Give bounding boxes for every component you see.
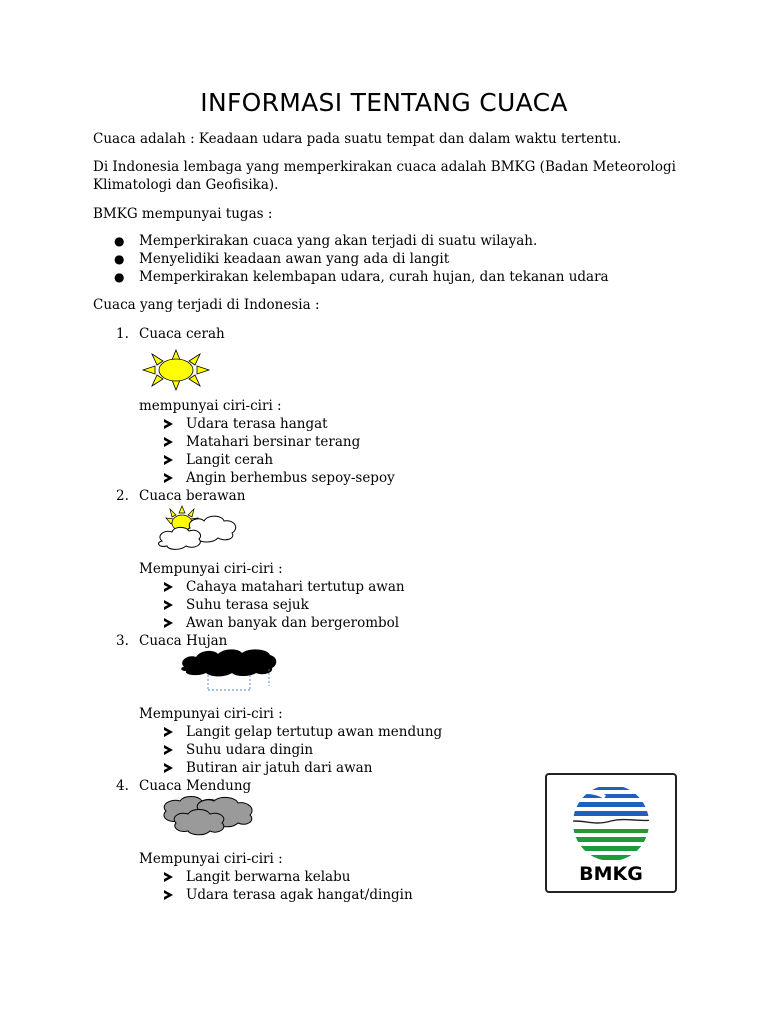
arrow-bullet-icon [164,469,176,487]
characteristics-heading: Mempunyai ciri-ciri : [139,561,283,577]
bullet-icon: ● [114,252,125,266]
partly-cloudy-icon [156,506,240,552]
list-item: Angin berhembus sepoy-sepoy [186,470,395,486]
weather-name: Cuaca Mendung [139,778,252,794]
list-item: Langit gelap tertutup awan mendung [186,724,443,740]
definition-paragraph: Cuaca adalah : Keadaan udara pada suatu tempat dan dalam waktu tertentu. [93,131,622,147]
weather-number: 3. [116,633,129,649]
list-item: Butiran air jatuh dari awan [186,760,373,776]
list-item: Menyelidiki keadaan awan yang ada di langit [139,251,450,267]
characteristics-heading: Mempunyai ciri-ciri : [139,851,283,867]
bmkg-logo [545,773,677,893]
list-item: Suhu udara dingin [186,742,314,758]
characteristics-heading: mempunyai ciri-ciri : [139,398,282,414]
arrow-bullet-icon [164,596,176,614]
arrow-bullet-icon [164,614,176,632]
arrow-bullet-icon [164,741,176,759]
arrow-bullet-icon [164,868,176,886]
list-item: Memperkirakan kelembapan udara, curah hujan, dan tekanan udara [139,269,609,285]
bmkg-logo-text: BMKG [579,863,643,885]
arrow-bullet-icon [164,578,176,596]
bullet-icon: ● [114,270,125,284]
arrow-bullet-icon [164,433,176,451]
list-item: Cahaya matahari tertutup awan [186,579,405,595]
characteristics-heading: Mempunyai ciri-ciri : [139,706,283,722]
weather-name: Cuaca berawan [139,488,246,504]
list-item: Memperkirakan cuaca yang akan terjadi di suatu wilayah. [139,233,538,249]
bmkg-tasks-heading: BMKG mempunyai tugas : [93,206,273,222]
page-title: INFORMASI TENTANG CUACA [200,88,568,117]
weather-number: 4. [116,778,129,794]
arrow-bullet-icon [164,886,176,904]
arrow-bullet-icon [164,451,176,469]
bullet-icon: ● [114,234,125,248]
sun-icon [143,350,209,390]
list-item: Langit cerah [186,452,274,468]
list-item: Udara terasa agak hangat/dingin [186,887,413,903]
list-item: Awan banyak dan bergerombol [186,615,400,631]
list-item: Matahari bersinar terang [186,434,361,450]
arrow-bullet-icon [164,759,176,777]
bmkg-intro-line-1: Di Indonesia lembaga yang memperkirakan cuaca adalah BMKG (Badan Meteorologi [93,159,676,175]
bmkg-intro-line-2: Klimatologi dan Geofisika). [93,177,279,193]
list-item: Udara terasa hangat [186,416,328,432]
weather-heading: Cuaca yang terjadi di Indonesia : [93,297,320,313]
weather-name: Cuaca cerah [139,326,225,342]
bmkg-logo-icon [561,781,661,861]
list-item: Suhu terasa sejuk [186,597,309,613]
arrow-bullet-icon [164,415,176,433]
arrow-bullet-icon [164,723,176,741]
weather-number: 2. [116,488,129,504]
weather-name: Cuaca Hujan [139,633,228,649]
weather-number: 1. [116,326,129,342]
rain-cloud-icon [180,645,278,695]
list-item: Langit berwarna kelabu [186,869,351,885]
overcast-cloud-icon [158,795,258,837]
